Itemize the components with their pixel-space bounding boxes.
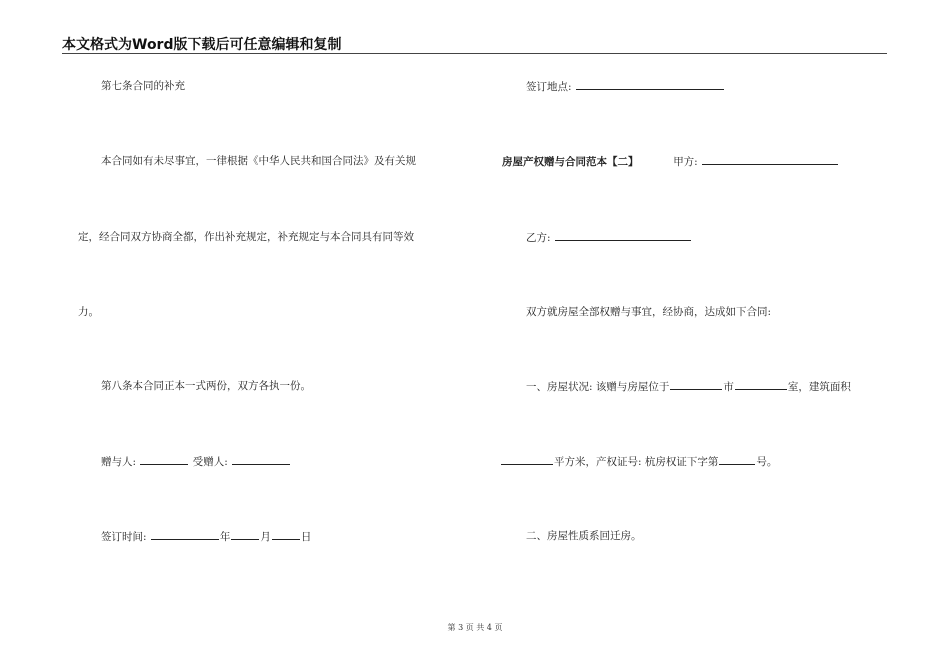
- sign-time-label: 签订时间:: [101, 531, 147, 543]
- month-label: 月: [260, 531, 271, 543]
- number-suffix: 号。: [756, 456, 778, 468]
- template-title-line: [502, 154, 839, 169]
- document-header-title: 本文格式为Word版下载后可任意编辑和复制: [62, 37, 342, 53]
- receiver-blank: [232, 454, 290, 465]
- party-a-label: 甲方:: [673, 156, 698, 168]
- cert-number-blank: [719, 454, 755, 465]
- template-title: 房屋产权赠与合同范本【二】: [502, 156, 639, 168]
- sqm-label: 平方米，产权证号: 杭房权证下字第: [554, 456, 719, 468]
- sign-place-label: 签订地点:: [526, 81, 572, 93]
- room-blank: [735, 379, 787, 390]
- giver-label: 赠与人:: [101, 456, 137, 468]
- month-blank: [231, 529, 259, 540]
- article7-paragraph-line3: 力。: [78, 306, 99, 318]
- giver-receiver-line: [101, 454, 291, 469]
- clause2-text: 二、房屋性质系回迁房。: [526, 530, 642, 542]
- sign-time-line: [101, 529, 311, 544]
- article8-text: 第八条本合同正本一式两份，双方各执一份。: [101, 380, 311, 392]
- sign-place-blank: [576, 79, 724, 90]
- clause1-line1: [526, 379, 851, 394]
- receiver-label: 受赠人:: [192, 456, 228, 468]
- year-blank: [151, 529, 219, 540]
- day-label: 日: [300, 531, 312, 543]
- room-label: 室，建筑面积: [787, 381, 851, 393]
- article7-title: 第七条合同的补充: [101, 80, 185, 92]
- area-blank: [501, 454, 553, 465]
- location-blank: [670, 379, 722, 390]
- sign-place-line: [526, 79, 725, 94]
- clause1-line2: [500, 454, 777, 469]
- giver-blank: [140, 454, 188, 465]
- year-label: 年: [219, 531, 231, 543]
- clause1-start: 一、房屋状况: 该赠与房屋位于: [526, 381, 670, 393]
- header-divider: [62, 53, 887, 54]
- party-a-blank: [702, 154, 838, 165]
- party-b-line: [526, 230, 692, 245]
- article7-paragraph-line1: 本合同如有未尽事宜，一律根据《中华人民共和国合同法》及有关规: [101, 155, 416, 167]
- agreement-intro: 双方就房屋全部权赠与事宜，经协商，达成如下合同:: [526, 306, 772, 318]
- article7-paragraph-line2: 定，经合同双方协商全都，作出补充规定，补充规定与本合同具有同等效: [78, 231, 414, 243]
- city-label: 市: [723, 381, 734, 393]
- party-b-label: 乙方:: [526, 232, 551, 244]
- page-number: 第 3 页 共 4 页: [447, 623, 503, 632]
- day-blank: [272, 529, 300, 540]
- party-b-blank: [555, 230, 691, 241]
